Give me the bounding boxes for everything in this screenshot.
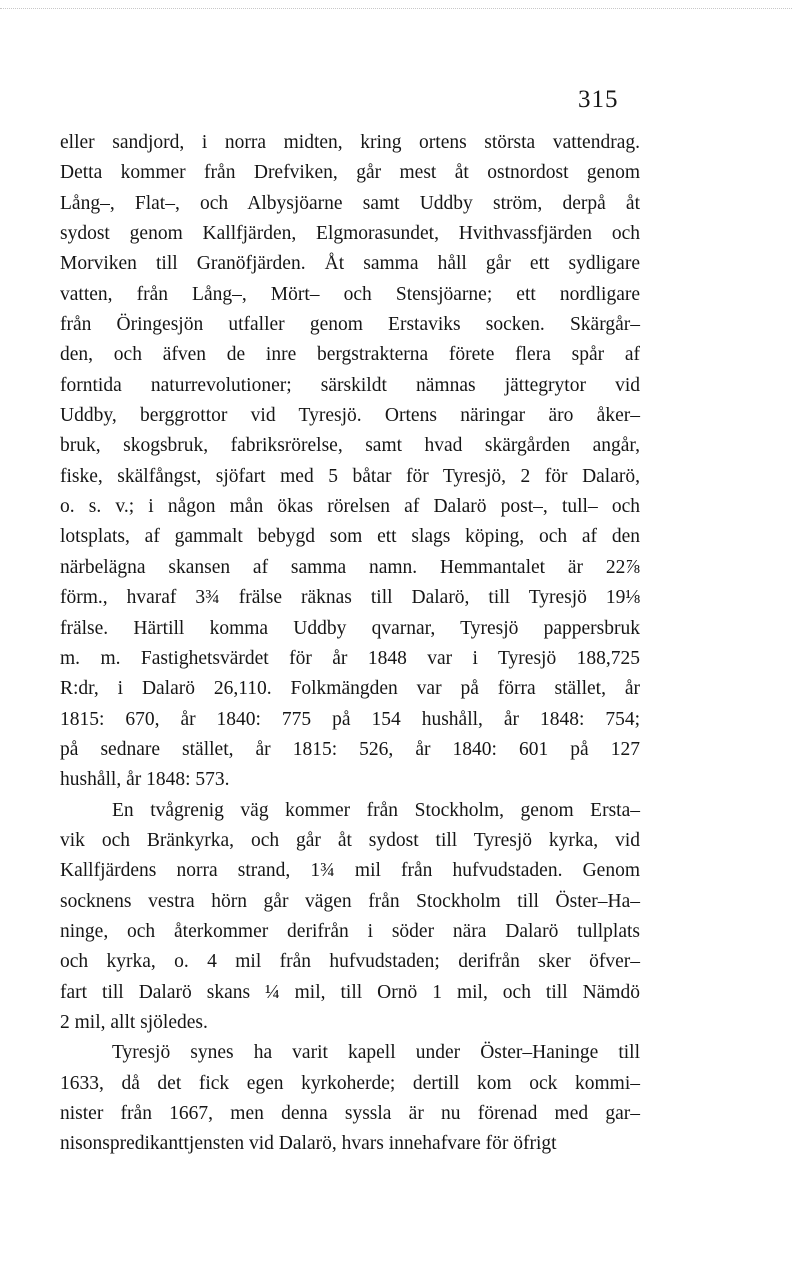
text-line: nisonspredikanttjensten vid Dalarö, hvars innehafvare för öfrigt bbox=[60, 1133, 557, 1155]
text-line: hushåll, år 1848: 573. bbox=[60, 769, 230, 791]
text-line: m. m. Fastighetsvärdet för år 1848 var i Tyresjö 188,725 bbox=[60, 647, 640, 669]
text-line: socknens vestra hörn går vägen från Stockholm till Öster–Ha– bbox=[60, 890, 640, 912]
text-line: på sednare stället, år 1815: 526, år 1840: 601 på 127 bbox=[60, 738, 640, 760]
text-line: Tyresjö synes ha varit kapell under Öster–Haninge till bbox=[112, 1042, 640, 1064]
text-line: R:dr, i Dalarö 26,110. Folkmängden var på förra stället, år bbox=[60, 678, 640, 700]
text-line: sydost genom Kallfjärden, Elgmorasundet, Hvithvassfjärden och bbox=[60, 223, 640, 245]
body-text bbox=[60, 128, 640, 1160]
text-line: fiske, skälfångst, sjöfart med 5 båtar för Tyresjö, 2 för Dalarö, bbox=[60, 465, 640, 487]
text-line: frälse. Härtill komma Uddby qvarnar, Tyresjö pappersbruk bbox=[60, 617, 640, 639]
text-line: Morviken till Granöfjärden. Åt samma håll går ett sydligare bbox=[60, 253, 640, 275]
text-line: fart till Dalarö skans ¼ mil, till Ornö 1 mil, och till Nämdö bbox=[60, 981, 640, 1003]
text-line: nister från 1667, men denna syssla är nu förenad med gar– bbox=[60, 1103, 640, 1124]
text-line: En tvågrenig väg kommer från Stockholm, genom Ersta– bbox=[112, 799, 640, 821]
text-line: lotsplats, af gammalt bebygd som ett slags köping, och af den bbox=[60, 526, 640, 548]
text-line: och kyrka, o. 4 mil från hufvudstaden; derifrån sker öfver– bbox=[60, 951, 640, 973]
text-line: 1815: 670, år 1840: 775 på 154 hushåll, år 1848: 754; bbox=[60, 708, 640, 730]
paragraph bbox=[60, 796, 640, 1039]
text-line: förm., hvaraf 3¾ frälse räknas till Dalarö, till Tyresjö 19⅛ bbox=[60, 587, 640, 609]
text-line: Uddby, berggrottor vid Tyresjö. Ortens näringar äro åker– bbox=[60, 405, 640, 427]
page-number: 315 bbox=[578, 86, 619, 113]
text-line: den, och äfven de inre bergstrakterna förete flera spår af bbox=[60, 344, 640, 366]
text-line: vik och Bränkyrka, och går åt sydost till Tyresjö kyrka, vid bbox=[60, 829, 640, 851]
text-line: vatten, från Lång–, Mört– och Stensjöarne; ett nordligare bbox=[60, 283, 640, 305]
text-line: från Öringesjön utfaller genom Erstaviks socken. Skärgår– bbox=[60, 314, 640, 336]
text-line: o. s. v.; i någon mån ökas rörelsen af Dalarö post–, tull– och bbox=[60, 496, 640, 518]
text-line: närbelägna skansen af samma namn. Hemmantalet är 22⅞ bbox=[60, 556, 640, 578]
paragraph bbox=[60, 1038, 640, 1159]
text-line: eller sandjord, i norra midten, kring ortens största vattendrag. bbox=[60, 132, 640, 153]
text-line: Kallfjärdens norra strand, 1¾ mil från hufvudstaden. Genom bbox=[60, 860, 640, 882]
paragraph bbox=[60, 128, 640, 796]
text-line: ninge, och återkommer derifrån i söder nära Dalarö tullplats bbox=[60, 920, 640, 942]
page-top-edge bbox=[0, 8, 792, 9]
text-line: forntida naturrevolutioner; särskildt nämnas jättegrytor vid bbox=[60, 374, 640, 396]
text-line: Detta kommer från Drefviken, går mest åt ostnordost genom bbox=[60, 162, 640, 184]
text-line: 2 mil, allt sjöledes. bbox=[60, 1011, 208, 1033]
text-line: Lång–, Flat–, och Albysjöarne samt Uddby ström, derpå åt bbox=[60, 192, 640, 214]
text-line: 1633, då det fick egen kyrkoherde; dertill kom ock kommi– bbox=[60, 1072, 640, 1094]
text-line: bruk, skogsbruk, fabriksrörelse, samt hvad skärgården angår, bbox=[60, 435, 640, 457]
